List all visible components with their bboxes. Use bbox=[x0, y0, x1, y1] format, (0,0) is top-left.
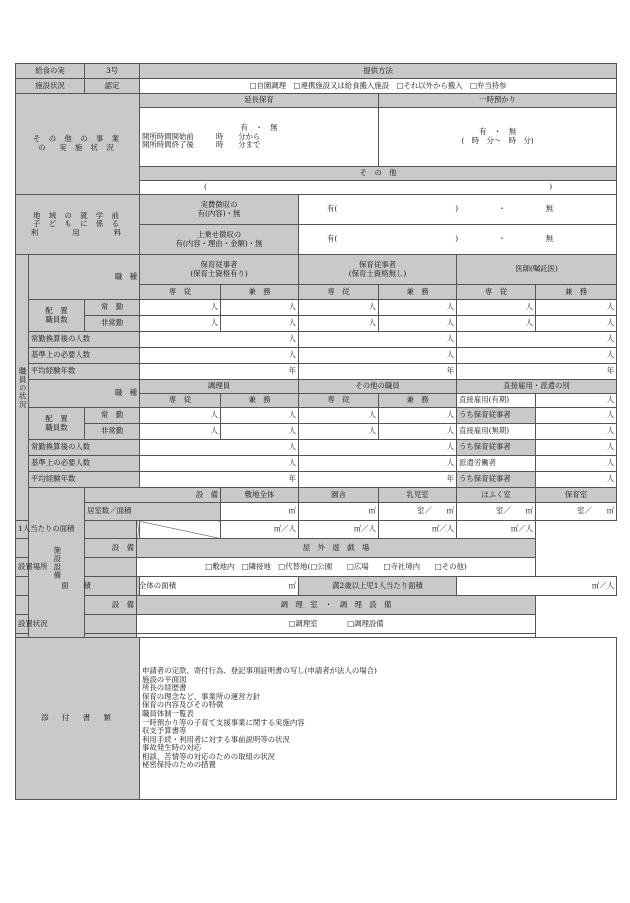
staff-count-cell[interactable]: 人 bbox=[379, 316, 457, 332]
staff-count-cell[interactable]: 人 bbox=[221, 300, 299, 316]
staff-count-cell[interactable]: 人 bbox=[140, 456, 299, 472]
fulltime-header: 専 従 bbox=[457, 285, 536, 300]
staff-count-cell[interactable]: 人 bbox=[379, 300, 457, 316]
staff-count-cell[interactable]: 人 bbox=[536, 472, 617, 488]
room-area-cell[interactable]: 室／ ㎡ bbox=[457, 503, 536, 521]
parttime-header: 兼 務 bbox=[379, 285, 457, 300]
site-total-header: 敷地全体 bbox=[221, 488, 299, 503]
staff-count-cell[interactable]: 人 bbox=[536, 456, 617, 472]
hijoukin-label: 非常勤 bbox=[85, 316, 140, 332]
rooms-area-label: 居室数／面積 bbox=[85, 503, 221, 521]
experience-label: 平均経験年数 bbox=[29, 364, 140, 380]
attachment-item: 職員体制一覧表 bbox=[142, 708, 194, 718]
extended-care-detail[interactable]: 有 ・ 無 開所時間開始前 時 分から 開所時間終了後 時 分まで bbox=[140, 108, 379, 167]
staff-count-cell[interactable]: 人 bbox=[299, 440, 457, 456]
temporary-care-detail[interactable]: 有 ・ 無 ( 時 分～ 時 分) bbox=[379, 108, 617, 167]
per-person-label: 1人当たりの面積 bbox=[16, 521, 137, 539]
converted-label: 常勤換算後の人数 bbox=[29, 440, 140, 456]
staff-count-cell[interactable]: 人 bbox=[457, 316, 536, 332]
hijoukin-label: 非常勤 bbox=[85, 424, 140, 440]
fulltime-header: 専 従 bbox=[140, 285, 221, 300]
location-options[interactable]: □敷地内 □隣接地 □代替地(□公園 □広場 □寺社境内 □その他) bbox=[137, 558, 536, 577]
attachment-item: 収支予算書等 bbox=[142, 726, 187, 736]
area-label: 面 積 bbox=[16, 577, 137, 596]
temporary-care-title: 一時預かり bbox=[379, 94, 617, 108]
equipment-label: 設 備 bbox=[85, 488, 221, 503]
crawl-room-header: ほふく室 bbox=[457, 488, 536, 503]
per-person-cell[interactable]: ㎡／人 bbox=[299, 521, 379, 539]
fees-label: 地 域 の 就 学 前 子 ど も に 係 る 利 用 料 bbox=[16, 195, 140, 255]
staff-section-label: 職員の状況 bbox=[16, 255, 29, 521]
cert-label-2: 認定 bbox=[85, 79, 140, 94]
direct-fixed-label: 直接雇用(有期) bbox=[457, 394, 536, 408]
nursery-room-header: 保育室 bbox=[536, 488, 617, 503]
attachment-item: 申請者の定款、寄付行為、登記事項証明書の写し(申請者が法人の場合) bbox=[142, 666, 377, 676]
equipment-label: 設 備 bbox=[16, 539, 137, 558]
fulltime-header: 専 従 bbox=[299, 394, 379, 408]
staff-count-cell[interactable]: 人 bbox=[379, 408, 457, 424]
parttime-header: 兼 務 bbox=[221, 394, 299, 408]
attachment-item: 所長の経歴書 bbox=[142, 683, 187, 693]
area-cell[interactable]: ㎡ bbox=[221, 503, 299, 521]
area-cell[interactable]: ㎡ bbox=[299, 503, 379, 521]
staff-count-cell[interactable]: 人 bbox=[140, 440, 299, 456]
staff-count-cell[interactable]: 人 bbox=[299, 332, 457, 348]
per-person-cell[interactable]: ㎡／人 bbox=[221, 521, 299, 539]
staff-count-cell[interactable]: 人 bbox=[457, 332, 617, 348]
staff-count-cell[interactable]: 人 bbox=[221, 316, 299, 332]
equipment-label: 設 備 bbox=[16, 596, 137, 615]
other-services-label: そ の 他 の 事 業 の 実 施 状 況 bbox=[16, 94, 140, 195]
among-hoiku-label: うち保育従事者 bbox=[457, 408, 536, 424]
infant-room-header: 乳児室 bbox=[379, 488, 457, 503]
staff-count-cell[interactable]: 人 bbox=[140, 408, 221, 424]
fulltime-header: 専 従 bbox=[140, 394, 221, 408]
staff-count-cell[interactable]: 人 bbox=[379, 424, 457, 440]
staff-count-cell[interactable]: 人 bbox=[536, 424, 617, 440]
kitchen-options[interactable]: □調理室 □調理設備 bbox=[137, 615, 536, 634]
joukin-label: 常 勤 bbox=[85, 300, 140, 316]
experience-cell[interactable]: 年 bbox=[299, 472, 457, 488]
provision-options[interactable]: □自園調理 □連携施設又は給食搬入施設 □それ以外から搬入 □弁当持参 bbox=[140, 79, 617, 94]
extended-care-title: 延長保育 bbox=[140, 94, 379, 108]
parttime-header: 兼 務 bbox=[379, 394, 457, 408]
other-detail-input[interactable]: ( ) bbox=[140, 181, 617, 195]
experience-cell[interactable]: 年 bbox=[457, 364, 617, 380]
facility-section-label: 施設設備 bbox=[29, 488, 85, 638]
among-hoiku-label: うち保育従事者 bbox=[457, 440, 536, 456]
cook-header: 調理員 bbox=[140, 380, 299, 394]
doctor-header: 医師(嘱託医) bbox=[457, 255, 617, 285]
actual-cost-label: 実費徴収の 有(内容)・無 bbox=[140, 195, 299, 225]
fulltime-header: 専 従 bbox=[299, 285, 379, 300]
diagonal-cell bbox=[140, 521, 221, 539]
room-area-cell[interactable]: 室／ ㎡ bbox=[379, 503, 457, 521]
experience-label: 平均経験年数 bbox=[29, 472, 140, 488]
location-label: 設置場所 bbox=[16, 558, 137, 577]
staff-count-cell[interactable]: 人 bbox=[140, 316, 221, 332]
hoiku-without-license: 保育従事者 (保育士資格無し) bbox=[299, 255, 457, 285]
surcharge-input[interactable]: 有( ) ・ 無 bbox=[299, 225, 617, 255]
attachment-item: 事故発生時の対応 bbox=[142, 743, 202, 753]
staff-count-cell[interactable]: 人 bbox=[299, 408, 379, 424]
parttime-header: 兼 務 bbox=[221, 285, 299, 300]
staff-count-cell[interactable]: 人 bbox=[140, 424, 221, 440]
staff-category-label: 職 種 bbox=[29, 380, 140, 408]
required-label: 基準上の必要人数 bbox=[29, 456, 140, 472]
staff-count-cell[interactable]: 人 bbox=[140, 300, 221, 316]
staff-count-cell[interactable]: 人 bbox=[536, 408, 617, 424]
joukin-label: 常 勤 bbox=[85, 408, 140, 424]
experience-cell[interactable]: 年 bbox=[140, 472, 299, 488]
attachment-item: 保育の理念など、事業所の運営方針 bbox=[142, 691, 261, 701]
total-area-cell[interactable]: ㎡ bbox=[140, 577, 299, 596]
staff-count-cell[interactable]: 人 bbox=[299, 424, 379, 440]
total-area-label: 全体の面積 bbox=[137, 577, 140, 596]
staff-count-cell[interactable]: 人 bbox=[457, 300, 536, 316]
attachment-item: 秘密保持のための措置 bbox=[142, 760, 216, 770]
age2-area-label: 満2歳以上児1人当たり面積 bbox=[299, 577, 457, 596]
dispatch-label: 派遣労働者 bbox=[457, 456, 536, 472]
placement-label: 配 置 職員数 bbox=[29, 408, 85, 440]
experience-cell[interactable]: 年 bbox=[299, 364, 457, 380]
other-staff-header: その他の職員 bbox=[299, 380, 457, 394]
other-title: そ の 他 bbox=[140, 167, 617, 181]
meal-label-2: 施設状況 bbox=[16, 79, 85, 94]
direct-indef-label: 直接雇用(無期) bbox=[457, 424, 536, 440]
per-person-cell[interactable]: ㎡／人 bbox=[379, 521, 457, 539]
staff-count-cell[interactable]: 人 bbox=[536, 394, 617, 408]
staff-count-cell[interactable]: 人 bbox=[536, 300, 617, 316]
staff-count-cell[interactable]: 人 bbox=[140, 332, 299, 348]
parttime-header: 兼 務 bbox=[536, 285, 617, 300]
attachment-item: 相談、苦情等の対応のための取組の状況 bbox=[142, 751, 276, 761]
converted-label: 常勤換算後の人数 bbox=[29, 332, 140, 348]
staff-count-cell[interactable]: 人 bbox=[221, 424, 299, 440]
attachments-list bbox=[140, 638, 617, 800]
outdoor-play-header: 屋 外 遊 戯 場 bbox=[137, 539, 536, 558]
per-person-cell[interactable]: ㎡／人 bbox=[457, 521, 536, 539]
attachment-item: 利用手続・利用者に対する事前説明等の状況 bbox=[142, 734, 290, 744]
staff-count-cell[interactable]: 人 bbox=[536, 440, 617, 456]
staff-category-label: 職 種 bbox=[29, 255, 140, 300]
employment-header: 直接雇用・派遣の別 bbox=[457, 380, 617, 394]
kitchen-status-label: 設置状況 bbox=[16, 615, 137, 634]
staff-count-cell[interactable]: 人 bbox=[536, 316, 617, 332]
staff-count-cell[interactable]: 人 bbox=[299, 456, 457, 472]
experience-cell[interactable]: 年 bbox=[140, 364, 299, 380]
building-header: 園舎 bbox=[299, 488, 379, 503]
staff-count-cell[interactable]: 人 bbox=[221, 408, 299, 424]
surcharge-label: 上乗せ徴収の 有(内容・理由・金額)・無 bbox=[140, 225, 299, 255]
hoiku-with-license: 保育従事者 (保育士資格有り) bbox=[140, 255, 299, 285]
age2-area-cell[interactable]: ㎡／人 bbox=[457, 577, 617, 596]
placement-label: 配 置 職員数 bbox=[29, 300, 85, 332]
room-area-cell[interactable]: 室／ ㎡ bbox=[536, 503, 617, 521]
meal-label: 給食の実 bbox=[16, 64, 85, 79]
staff-count-cell[interactable]: 人 bbox=[299, 348, 457, 364]
facility-status-form bbox=[15, 63, 617, 800]
staff-count-cell[interactable]: 人 bbox=[140, 348, 299, 364]
attachment-item: 保育の内容及びその特徴 bbox=[142, 700, 224, 710]
required-label: 基準上の必要人数 bbox=[29, 348, 140, 364]
attachment-item: 一時預かり等の子育て支援事業に関する実施内容 bbox=[142, 717, 305, 727]
actual-cost-input[interactable]: 有( ) ・ 無 bbox=[299, 195, 617, 225]
cert-label: 3号 bbox=[85, 64, 140, 79]
attachments-label: 添 付 書 類 bbox=[16, 638, 140, 800]
staff-count-cell[interactable]: 人 bbox=[457, 348, 617, 364]
staff-count-cell[interactable]: 人 bbox=[299, 300, 379, 316]
attachment-item: 施設の平面図 bbox=[142, 674, 187, 684]
kitchen-header: 調 理 室 ・ 調 理 設 備 bbox=[137, 596, 536, 615]
staff-count-cell[interactable]: 人 bbox=[299, 316, 379, 332]
provision-title: 提供方法 bbox=[140, 64, 617, 79]
among-hoiku-label: うち保育従事者 bbox=[457, 472, 536, 488]
